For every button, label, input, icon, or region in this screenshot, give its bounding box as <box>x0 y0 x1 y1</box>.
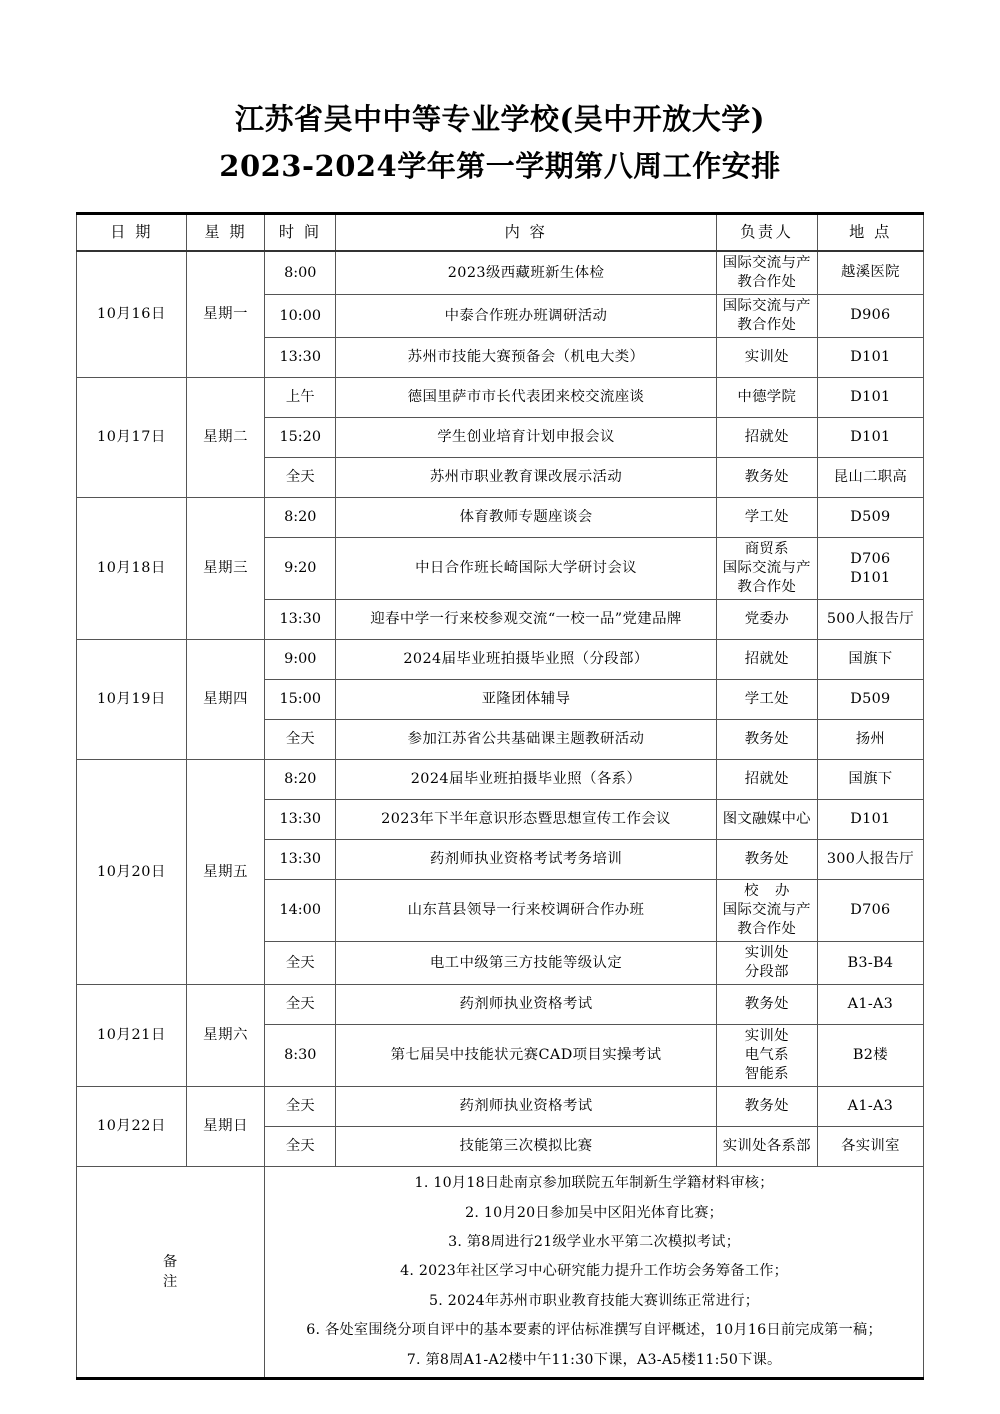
table-row <box>77 378 924 418</box>
place-line: B3-B4 <box>847 954 894 971</box>
cell-time: 全天 <box>265 1127 336 1167</box>
notes-label <box>77 1167 265 1379</box>
cell-owner <box>716 538 817 600</box>
place-line: 国旗下 <box>848 651 893 668</box>
cell-place <box>817 800 923 840</box>
cell-time: 上午 <box>265 378 336 418</box>
owner-line: 学工处 <box>744 691 789 708</box>
place-line: 越溪医院 <box>841 264 900 281</box>
table-header-row <box>77 213 924 251</box>
owner-line: 教合作处 <box>737 579 797 596</box>
cell-place <box>817 418 923 458</box>
page-title-line-1: 江苏省吴中中等专业学校(吴中开放大学) <box>235 102 765 136</box>
table-header <box>77 213 924 251</box>
cell-place <box>817 1087 923 1127</box>
cell-content: 药剂师执业资格考试考务培训 <box>336 840 716 880</box>
cell-place <box>817 760 923 800</box>
place-line: D101 <box>850 348 891 365</box>
column-header-time: 时 间 <box>265 213 336 251</box>
cell-date: 10月21日 <box>77 985 187 1087</box>
cell-content: 第七届吴中技能状元赛CAD项目实操考试 <box>336 1025 716 1087</box>
cell-weekday: 星期日 <box>187 1087 265 1167</box>
cell-date: 10月20日 <box>77 760 187 985</box>
cell-content: 药剂师执业资格考试 <box>336 1087 716 1127</box>
cell-owner <box>716 600 817 640</box>
table-body <box>77 251 924 1378</box>
cell-content: 迎春中学一行来校参观交流“一校一品”党建品牌 <box>336 600 716 640</box>
cell-content: 2023年下半年意识形态暨思想宣传工作会议 <box>336 800 716 840</box>
cell-owner <box>716 840 817 880</box>
owner-line: 实训处 <box>744 945 789 962</box>
cell-date: 10月22日 <box>77 1087 187 1167</box>
note-item: 1. 10月18日赴南京参加联院五年制新生学籍材料审核； <box>414 1175 774 1192</box>
cell-date: 10月18日 <box>77 498 187 640</box>
cell-time: 13:30 <box>265 840 336 880</box>
cell-place <box>817 294 923 337</box>
cell-weekday: 星期一 <box>187 251 265 378</box>
cell-content: 药剂师执业资格考试 <box>336 985 716 1025</box>
cell-place <box>817 338 923 378</box>
owner-line: 商贸系 <box>744 541 789 557</box>
cell-owner <box>716 498 817 538</box>
place-line: D509 <box>850 691 891 708</box>
cell-content: 亚隆团体辅导 <box>336 680 716 720</box>
owner-line: 教务处 <box>744 851 789 868</box>
owner-line: 教合作处 <box>737 921 797 938</box>
place-line: D101 <box>850 569 891 586</box>
cell-owner <box>716 800 817 840</box>
notes-label-line-1: 备 <box>162 1253 179 1270</box>
cell-place <box>817 840 923 880</box>
place-line: 昆山二职高 <box>833 468 908 485</box>
notes-row <box>77 1167 924 1379</box>
owner-line: 校 办 <box>744 883 796 900</box>
cell-content: 2024届毕业班拍摄毕业照（分段部） <box>336 640 716 680</box>
place-line: 扬州 <box>855 731 886 748</box>
cell-time: 全天 <box>265 720 336 760</box>
cell-time: 10:00 <box>265 294 336 337</box>
page-title-line-2: 2023-2024学年第一学期第八周工作安排 <box>219 148 781 183</box>
cell-place <box>817 942 923 985</box>
cell-time: 9:00 <box>265 640 336 680</box>
cell-owner <box>716 251 817 295</box>
cell-owner <box>716 294 817 337</box>
owner-line: 党委办 <box>744 611 789 628</box>
cell-time: 全天 <box>265 985 336 1025</box>
cell-place <box>817 720 923 760</box>
cell-time: 全天 <box>265 942 336 985</box>
cell-time: 9:20 <box>265 538 336 600</box>
schedule-table-container <box>76 212 924 1380</box>
notes-label-line-2: 注 <box>162 1274 179 1291</box>
cell-place <box>817 600 923 640</box>
owner-line: 招就处 <box>744 428 789 445</box>
cell-time: 8:20 <box>265 760 336 800</box>
owner-line: 国际交流与产 <box>722 254 811 271</box>
cell-time: 15:00 <box>265 680 336 720</box>
column-header-content: 内 容 <box>336 213 716 251</box>
cell-owner <box>716 418 817 458</box>
cell-owner <box>716 720 817 760</box>
notes-body <box>265 1167 924 1379</box>
cell-content: 中日合作班长崎国际大学研讨会议 <box>336 538 716 600</box>
cell-place <box>817 378 923 418</box>
place-line: D706 <box>850 902 891 919</box>
cell-content: 2024届毕业班拍摄毕业照（各系） <box>336 760 716 800</box>
owner-line: 招就处 <box>744 651 789 668</box>
cell-place <box>817 640 923 680</box>
note-item: 6. 各处室围绕分项自评中的基本要素的评估标准撰写自评概述，10月16日前完成第一稿； <box>306 1322 882 1339</box>
place-line: D101 <box>850 388 891 405</box>
cell-place <box>817 458 923 498</box>
table-row <box>77 498 924 538</box>
note-item: 3. 第8周进行21级学业水平第二次模拟考试； <box>448 1233 741 1250</box>
place-line: 国旗下 <box>848 771 893 788</box>
cell-owner <box>716 1025 817 1087</box>
owner-line: 实训处 <box>744 348 789 365</box>
column-header-date: 日 期 <box>77 213 187 251</box>
cell-owner <box>716 942 817 985</box>
cell-time: 全天 <box>265 1087 336 1127</box>
cell-owner <box>716 985 817 1025</box>
owner-line: 教务处 <box>744 1098 789 1115</box>
cell-content: 电工中级第三方技能等级认定 <box>336 942 716 985</box>
note-item: 2. 10月20日参加吴中区阳光体育比赛； <box>465 1204 724 1221</box>
cell-time: 13:30 <box>265 338 336 378</box>
cell-place <box>817 1025 923 1087</box>
place-line: 各实训室 <box>841 1138 900 1155</box>
weekly-schedule-table <box>76 212 924 1380</box>
cell-owner <box>716 880 817 942</box>
place-line: D706 <box>850 550 891 567</box>
cell-place <box>817 985 923 1025</box>
place-line: A1-A3 <box>847 1098 894 1115</box>
cell-weekday: 星期二 <box>187 378 265 498</box>
cell-content: 德国里萨市市长代表团来校交流座谈 <box>336 378 716 418</box>
place-line: D509 <box>850 508 891 525</box>
owner-line: 教务处 <box>744 468 789 485</box>
cell-weekday: 星期四 <box>187 640 265 760</box>
owner-line: 实训处 <box>744 1028 789 1045</box>
cell-place <box>817 538 923 600</box>
cell-place <box>817 680 923 720</box>
cell-content: 体育教师专题座谈会 <box>336 498 716 538</box>
cell-owner <box>716 680 817 720</box>
place-line: D906 <box>850 307 891 324</box>
cell-time: 8:00 <box>265 251 336 295</box>
owner-line: 国际交流与产 <box>722 902 811 919</box>
cell-owner <box>716 760 817 800</box>
owner-line: 教合作处 <box>737 316 797 333</box>
place-line: D101 <box>850 811 891 828</box>
place-line: 300人报告厅 <box>826 851 914 868</box>
cell-time: 8:20 <box>265 498 336 538</box>
table-row <box>77 760 924 800</box>
owner-line: 招就处 <box>744 771 789 788</box>
cell-date: 10月19日 <box>77 640 187 760</box>
cell-owner <box>716 338 817 378</box>
owner-line: 智能系 <box>744 1066 789 1083</box>
place-line: B2楼 <box>852 1047 888 1064</box>
owner-line: 教务处 <box>744 996 789 1013</box>
place-line: A1-A3 <box>847 996 894 1013</box>
note-item: 4. 2023年社区学习中心研究能力提升工作坊会务筹备工作； <box>400 1263 789 1280</box>
place-line: 500人报告厅 <box>826 611 914 628</box>
table-row <box>77 1087 924 1127</box>
column-header-owner: 负责人 <box>716 213 817 251</box>
cell-weekday: 星期三 <box>187 498 265 640</box>
cell-place <box>817 880 923 942</box>
cell-time: 14:00 <box>265 880 336 942</box>
cell-owner <box>716 458 817 498</box>
place-line: D101 <box>850 428 891 445</box>
cell-time: 8:30 <box>265 1025 336 1087</box>
cell-content: 2023级西藏班新生体检 <box>336 251 716 295</box>
cell-owner <box>716 378 817 418</box>
cell-weekday: 星期六 <box>187 985 265 1087</box>
cell-place <box>817 251 923 295</box>
cell-content: 山东莒县领导一行来校调研合作办班 <box>336 880 716 942</box>
cell-content: 苏州市技能大赛预备会（机电大类） <box>336 338 716 378</box>
owner-line: 学工处 <box>744 508 789 525</box>
note-item: 7. 第8周A1-A2楼中午11:30下课，A3-A5楼11:50下课。 <box>406 1351 782 1368</box>
owner-line: 国际交流与产 <box>722 560 811 577</box>
owner-line: 教合作处 <box>737 273 797 290</box>
table-row <box>77 251 924 295</box>
column-header-place: 地 点 <box>817 213 923 251</box>
owner-line: 国际交流与产 <box>722 297 811 314</box>
cell-content: 中泰合作班办班调研活动 <box>336 294 716 337</box>
owner-line: 教务处 <box>744 731 789 748</box>
cell-time: 13:30 <box>265 800 336 840</box>
cell-weekday: 星期五 <box>187 760 265 985</box>
cell-place <box>817 1127 923 1167</box>
owner-line: 实训处各系部 <box>722 1138 811 1155</box>
cell-owner <box>716 640 817 680</box>
table-row <box>77 640 924 680</box>
owner-line: 电气系 <box>744 1047 789 1064</box>
owner-line: 中德学院 <box>737 388 797 405</box>
cell-time: 全天 <box>265 458 336 498</box>
cell-time: 15:20 <box>265 418 336 458</box>
note-item: 5. 2024年苏州市职业教育技能大赛训练正常进行； <box>428 1292 760 1309</box>
cell-date: 10月16日 <box>77 251 187 378</box>
column-header-weekday: 星 期 <box>187 213 265 251</box>
cell-owner <box>716 1127 817 1167</box>
owner-line: 图文融媒中心 <box>722 811 811 828</box>
cell-content: 技能第三次模拟比赛 <box>336 1127 716 1167</box>
cell-date: 10月17日 <box>77 378 187 498</box>
document-title-block <box>0 0 1000 190</box>
cell-owner <box>716 1087 817 1127</box>
cell-content: 参加江苏省公共基础课主题教研活动 <box>336 720 716 760</box>
cell-content: 学生创业培育计划申报会议 <box>336 418 716 458</box>
table-row <box>77 985 924 1025</box>
cell-content: 苏州市职业教育课改展示活动 <box>336 458 716 498</box>
cell-place <box>817 498 923 538</box>
cell-time: 13:30 <box>265 600 336 640</box>
owner-line: 分段部 <box>744 964 789 981</box>
